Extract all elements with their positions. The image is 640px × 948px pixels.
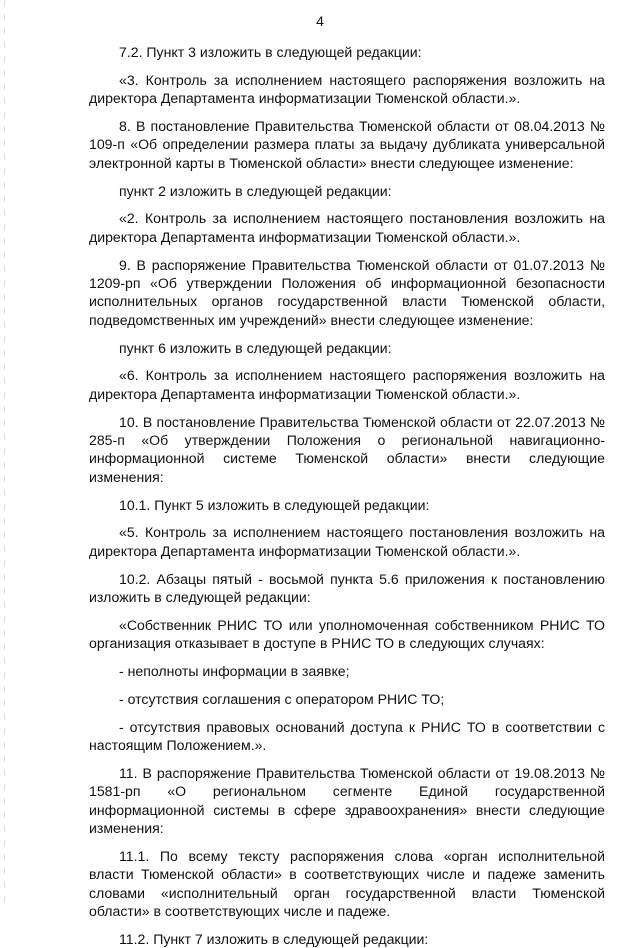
paragraph-quote-2: «2. Контроль за исполнением настоящего постановления возложить на директора Департамента информатизации Тюменской области.».	[89, 210, 605, 245]
paragraph-9: 9. В распоряжение Правительства Тюменской области от 01.07.2013 № 1209-рп «Об утверждении Положения об информационной безопасности исполнительных органов государственной власти Тюменской области, подведомственных им учреждений» внести следующее изменение:	[89, 256, 605, 328]
paragraph-list-item-2: - отсутствия соглашения с оператором РНИС ТО;	[119, 690, 445, 707]
paragraph-quote-6: «6. Контроль за исполнением настоящего распоряжения возложить на директора Департамента информатизации Тюменской области.».	[89, 367, 605, 402]
paragraph-list-item-3: - отсутствия правовых оснований доступа к РНИС ТО в соответствии с настоящим Положением.».	[89, 718, 605, 754]
paragraph-quote-5: «5. Контроль за исполнением настоящего постановления возложить на директора Департамента информатизации Тюменской области.».	[89, 524, 605, 559]
paragraph-7-2: 7.2. Пункт 3 изложить в следующей редакции:	[119, 44, 422, 60]
paragraph-9-item-6: пункт 6 изложить в следующей редакции:	[119, 339, 392, 356]
page-number: 4	[316, 13, 324, 29]
paragraph-10-2: 10.2. Абзацы пятый - восьмой пункта 5.6 приложения к постановлению изложить в следующей редакции:	[89, 570, 605, 606]
paragraph-8: 8. В постановление Правительства Тюменской области от 08.04.2013 № 109-п «Об определении размера платы за выдачу дубликата универсальной электронной карты в Тюменской области» внести следующее изменение:	[89, 118, 605, 171]
paragraph-11: 11. В распоряжение Правительства Тюменской области от 19.08.2013 № 1581-рп «О региональном сегменте Единой государственной информационной системы в сфере здравоохранения» внести следующие изменения:	[89, 764, 605, 837]
paragraph-11-2: 11.2. Пункт 7 изложить в следующей редакции:	[119, 930, 429, 947]
paragraph-8-item-2: пункт 2 изложить в следующей редакции:	[119, 182, 392, 199]
paragraph-11-1: 11.1. По всему тексту распоряжения слова «орган исполнительной власти Тюменской области» в соответствующих числе и падеже заменить словами «исполнительный орган государственной власти Тюменской области» в соответствующих числе и падеже.	[89, 847, 605, 920]
scan-edge-artifact	[4, 0, 5, 905]
paragraph-quote-owner: «Собственник РНИС ТО или уполномоченная собственником РНИС ТО организация отказывает в доступе в РНИС ТО в следующих случаях:	[89, 616, 605, 652]
paragraph-quote-3: «3. Контроль за исполнением настоящего распоряжения возложить на директора Департамента информатизации Тюменской области.».	[89, 71, 605, 107]
document-body	[89, 43, 605, 948]
paragraph-10-1: 10.1. Пункт 5 изложить в следующей редакции:	[119, 496, 430, 513]
paragraph-10: 10. В постановление Правительства Тюменской области от 22.07.2013 № 285-п «Об утверждении Положения о региональной навигационно-информационной системе Тюменской области» внести следующие изменения:	[89, 413, 605, 485]
paragraph-list-item-1: - неполноты информации в заявке;	[119, 663, 350, 680]
